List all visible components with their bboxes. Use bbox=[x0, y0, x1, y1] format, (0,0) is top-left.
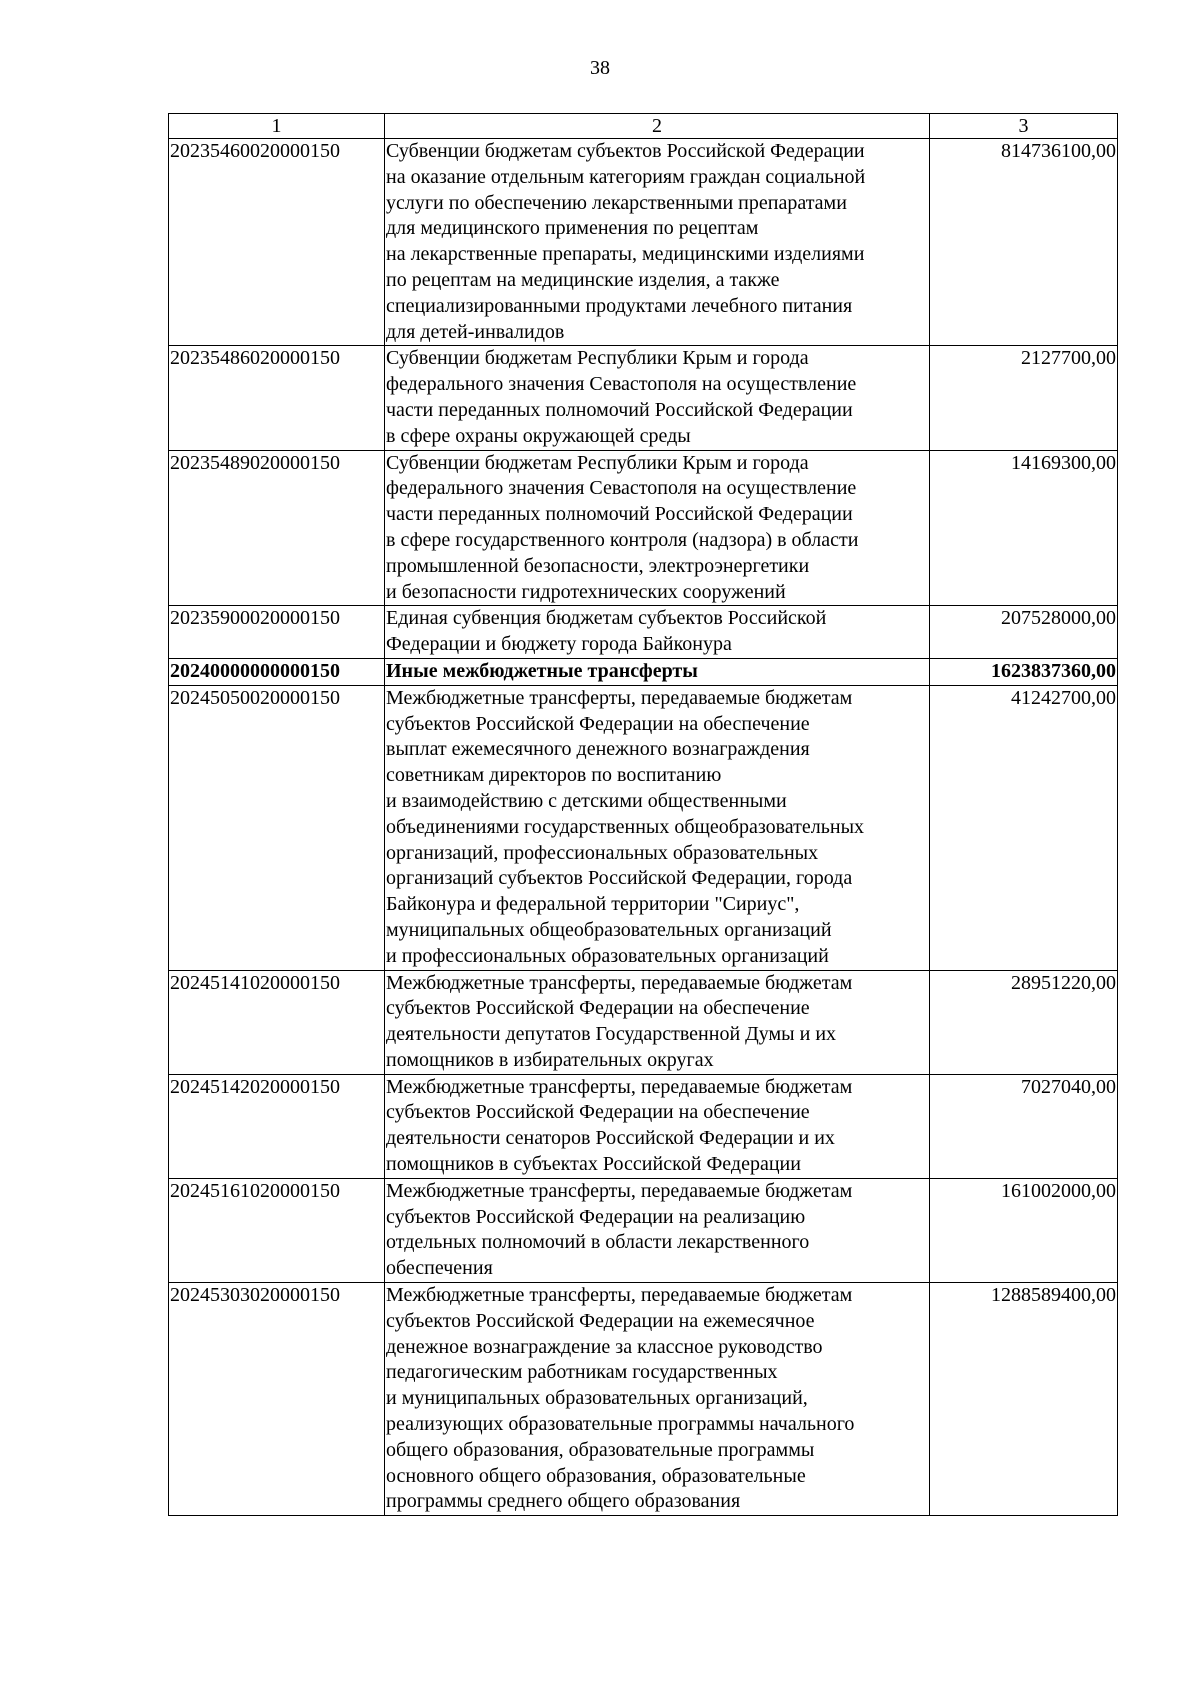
row-amount: 41242700,00 bbox=[930, 685, 1118, 970]
row-code: 20235900020000150 bbox=[169, 606, 385, 659]
table-body bbox=[169, 114, 1118, 1516]
row-description: Иные межбюджетные трансферты bbox=[385, 658, 930, 685]
row-amount: 7027040,00 bbox=[930, 1074, 1118, 1178]
row-amount: 207528000,00 bbox=[930, 606, 1118, 659]
table-row bbox=[169, 685, 1118, 970]
row-code: 20235486020000150 bbox=[169, 346, 385, 450]
row-code: 20245141020000150 bbox=[169, 970, 385, 1074]
table-row bbox=[169, 450, 1118, 606]
row-code: 20245142020000150 bbox=[169, 1074, 385, 1178]
row-description: Межбюджетные трансферты, передаваемые бюджетам субъектов Российской Федерации на реализацию отдельных полномочий в области лекарственного обеспечения bbox=[385, 1178, 930, 1282]
row-code: 20240000000000150 bbox=[169, 658, 385, 685]
table-row bbox=[169, 658, 1118, 685]
row-description: Межбюджетные трансферты, передаваемые бюджетам субъектов Российской Федерации на обеспечение выплат ежемесячного денежного вознаграждения советникам директоров по воспитанию и взаимодействию с детскими общественными объединениями государственных общеобразовательных организаций, профессиональных образовательных организаций субъектов Российской Федерации, города Байконура и федеральной территории "Сириус", муниципальных общеобразовательных организаций и профессиональных образовательных организаций bbox=[385, 685, 930, 970]
row-amount: 1623837360,00 bbox=[930, 658, 1118, 685]
row-amount: 28951220,00 bbox=[930, 970, 1118, 1074]
table-row bbox=[169, 1283, 1118, 1516]
row-amount: 2127700,00 bbox=[930, 346, 1118, 450]
row-description: Субвенции бюджетам Республики Крым и города федерального значения Севастополя на осуществление части переданных полномочий Российской Федерации в сфере государственного контроля (надзора) в области промышленной безопасности, электроэнергетики и безопасности гидротехнических сооружений bbox=[385, 450, 930, 606]
table-row bbox=[169, 139, 1118, 346]
table-row bbox=[169, 1178, 1118, 1282]
row-description: Субвенции бюджетам Республики Крым и города федерального значения Севастополя на осуществление части переданных полномочий Российской Федерации в сфере охраны окружающей среды bbox=[385, 346, 930, 450]
row-code: 20235489020000150 bbox=[169, 450, 385, 606]
row-description: Субвенции бюджетам субъектов Российской Федерации на оказание отдельным категориям граждан социальной услуги по обеспечению лекарственными препаратами для медицинского применения по рецептам на лекарственные препараты, медицинскими изделиями по рецептам на медицинские изделия, а также специализированными продуктами лечебного питания для детей-инвалидов bbox=[385, 139, 930, 346]
row-description: Единая субвенция бюджетам субъектов Российской Федерации и бюджету города Байконура bbox=[385, 606, 930, 659]
budget-table bbox=[168, 113, 1118, 1516]
table-row bbox=[169, 970, 1118, 1074]
row-description: Межбюджетные трансферты, передаваемые бюджетам субъектов Российской Федерации на обеспечение деятельности депутатов Государственной Думы и их помощников в избирательных округах bbox=[385, 970, 930, 1074]
row-amount: 161002000,00 bbox=[930, 1178, 1118, 1282]
column-header-code: 1 bbox=[169, 114, 385, 139]
row-description: Межбюджетные трансферты, передаваемые бюджетам субъектов Российской Федерации на ежемесячное денежное вознаграждение за классное руководство педагогическим работникам государственных и муниципальных образовательных организаций, реализующих образовательные программы начального общего образования, образовательные программы основного общего образования, образовательные программы среднего общего образования bbox=[385, 1283, 930, 1516]
row-code: 20235460020000150 bbox=[169, 139, 385, 346]
row-description: Межбюджетные трансферты, передаваемые бюджетам субъектов Российской Федерации на обеспечение деятельности сенаторов Российской Федерации и их помощников в субъектах Российской Федерации bbox=[385, 1074, 930, 1178]
row-amount: 14169300,00 bbox=[930, 450, 1118, 606]
table-row bbox=[169, 1074, 1118, 1178]
table-row bbox=[169, 606, 1118, 659]
row-code: 20245161020000150 bbox=[169, 1178, 385, 1282]
column-header-description: 2 bbox=[385, 114, 930, 139]
table-row bbox=[169, 346, 1118, 450]
row-code: 20245050020000150 bbox=[169, 685, 385, 970]
page-number: 38 bbox=[590, 57, 610, 79]
row-amount: 814736100,00 bbox=[930, 139, 1118, 346]
row-amount: 1288589400,00 bbox=[930, 1283, 1118, 1516]
column-header-amount: 3 bbox=[930, 114, 1118, 139]
table-header-row bbox=[169, 114, 1118, 139]
row-code: 20245303020000150 bbox=[169, 1283, 385, 1516]
